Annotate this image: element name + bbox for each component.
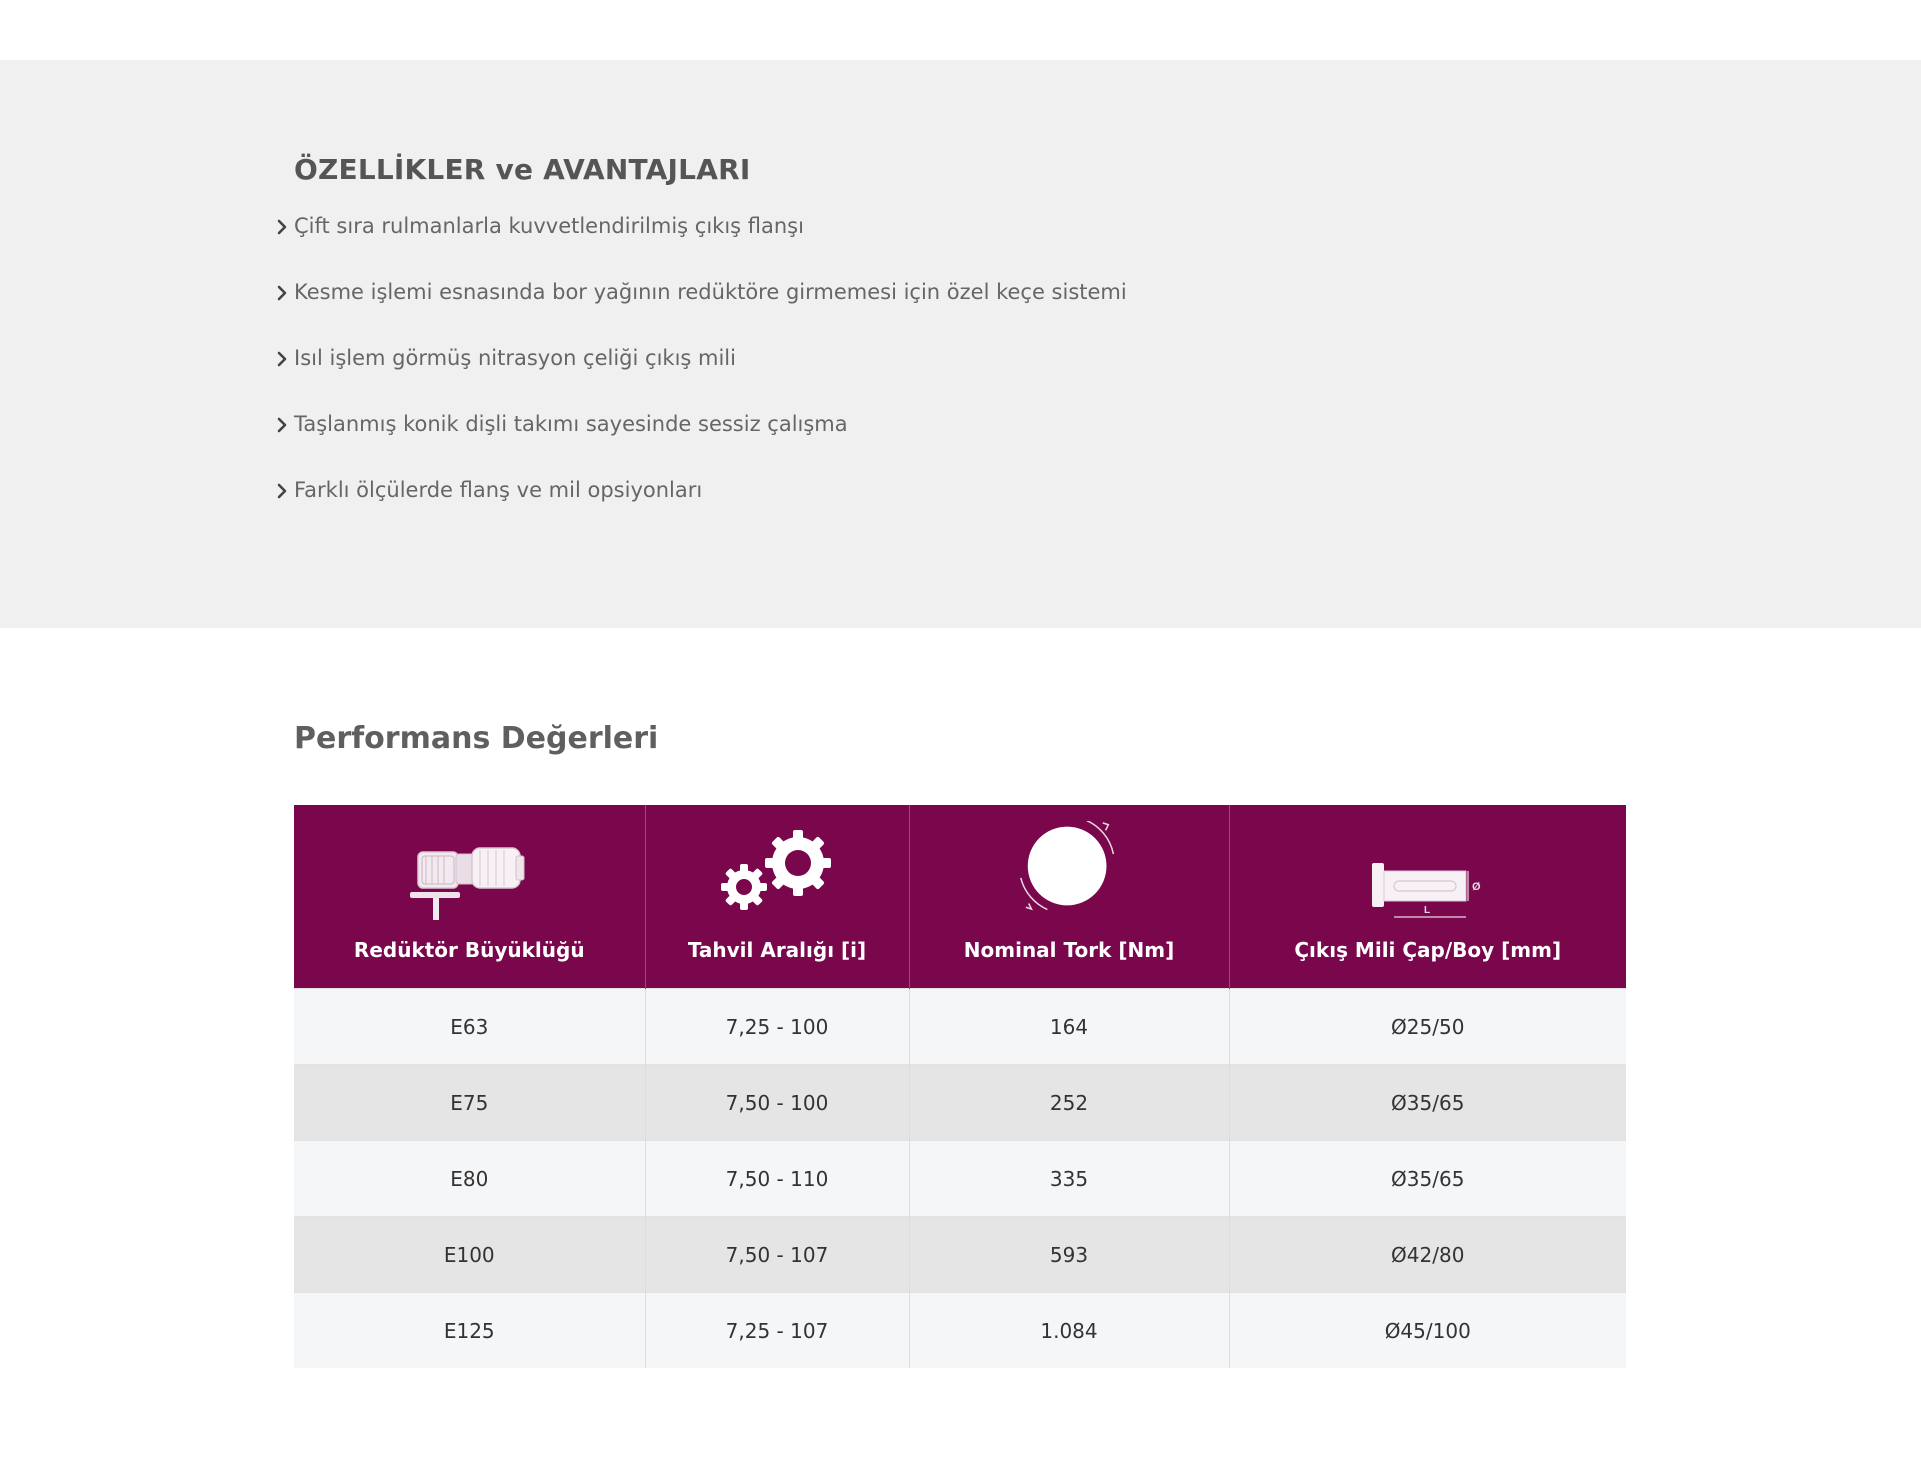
header-cell-ratio (645, 805, 909, 989)
table-cell: 164 (909, 989, 1229, 1065)
table-cell: 335 (909, 1141, 1229, 1217)
feature-item (272, 280, 1127, 346)
chevron-right-icon (272, 216, 294, 238)
table-row (294, 989, 1626, 1065)
chevron-right-icon (272, 348, 294, 370)
table-cell: 7,50 - 100 (645, 1065, 909, 1141)
table-cell: Ø35/65 (1229, 1141, 1626, 1217)
table-cell: Ø25/50 (1229, 989, 1626, 1065)
header-label: Nominal Tork [Nm] (963, 938, 1175, 962)
shaft-length-label: L (1423, 905, 1430, 916)
chevron-right-icon (272, 480, 294, 502)
table-row (294, 1217, 1626, 1293)
shaft-diameter-label: Ø (1471, 881, 1481, 893)
chevron-right-icon (272, 414, 294, 436)
feature-text: Çift sıra rulmanlarla kuvvetlendirilmiş çıkış flanşı (294, 214, 804, 238)
performance-table (294, 805, 1626, 1368)
chevron-right-icon (272, 282, 294, 304)
table-cell: E63 (294, 989, 645, 1065)
table-cell: E75 (294, 1065, 645, 1141)
table-cell: Ø45/100 (1229, 1293, 1626, 1369)
feature-item (272, 412, 1127, 478)
features-list (272, 214, 1127, 544)
table-cell: 252 (909, 1065, 1229, 1141)
table-cell: Ø35/65 (1229, 1065, 1626, 1141)
feature-item (272, 214, 1127, 280)
feature-item (272, 478, 1127, 544)
header-cell-shaft (1229, 805, 1626, 989)
table-cell: 1.084 (909, 1293, 1229, 1369)
table-cell: Ø42/80 (1229, 1217, 1626, 1293)
gear-reducer-icon (410, 837, 528, 927)
table-cell: E125 (294, 1293, 645, 1369)
table-cell: E80 (294, 1141, 645, 1217)
table-cell: 7,50 - 110 (645, 1141, 909, 1217)
header-label: Çıkış Mili Çap/Boy [mm] (1294, 938, 1562, 962)
feature-text: Taşlanmış konik dişli takımı sayesinde sessiz çalışma (294, 412, 848, 436)
table-cell: 7,25 - 100 (645, 989, 909, 1065)
feature-text: Kesme işlemi esnasında bor yağının redüktöre girmemesi için özel keçe sistemi (294, 280, 1127, 304)
output-shaft-icon (1368, 849, 1488, 939)
table-row (294, 1293, 1626, 1369)
header-cell-size (294, 805, 645, 989)
header-label: Redüktör Büyüklüğü (353, 938, 585, 962)
torque-icon (1009, 821, 1129, 911)
gears-icon (718, 827, 836, 917)
table-cell: 7,50 - 107 (645, 1217, 909, 1293)
feature-item (272, 346, 1127, 412)
performance-title: Performans Değerleri (294, 721, 659, 756)
header-cell-torque (909, 805, 1229, 989)
header-label: Tahvil Aralığı [i] (687, 938, 867, 962)
table-row (294, 1065, 1626, 1141)
table-cell: E100 (294, 1217, 645, 1293)
table-cell: 593 (909, 1217, 1229, 1293)
feature-text: Isıl işlem görmüş nitrasyon çeliği çıkış mili (294, 346, 736, 370)
table-cell: 7,25 - 107 (645, 1293, 909, 1369)
table-header-row (294, 805, 1626, 989)
table-row (294, 1141, 1626, 1217)
features-title: ÖZELLİKLER ve AVANTAJLARI (294, 153, 751, 186)
feature-text: Farklı ölçülerde flanş ve mil opsiyonları (294, 478, 703, 502)
